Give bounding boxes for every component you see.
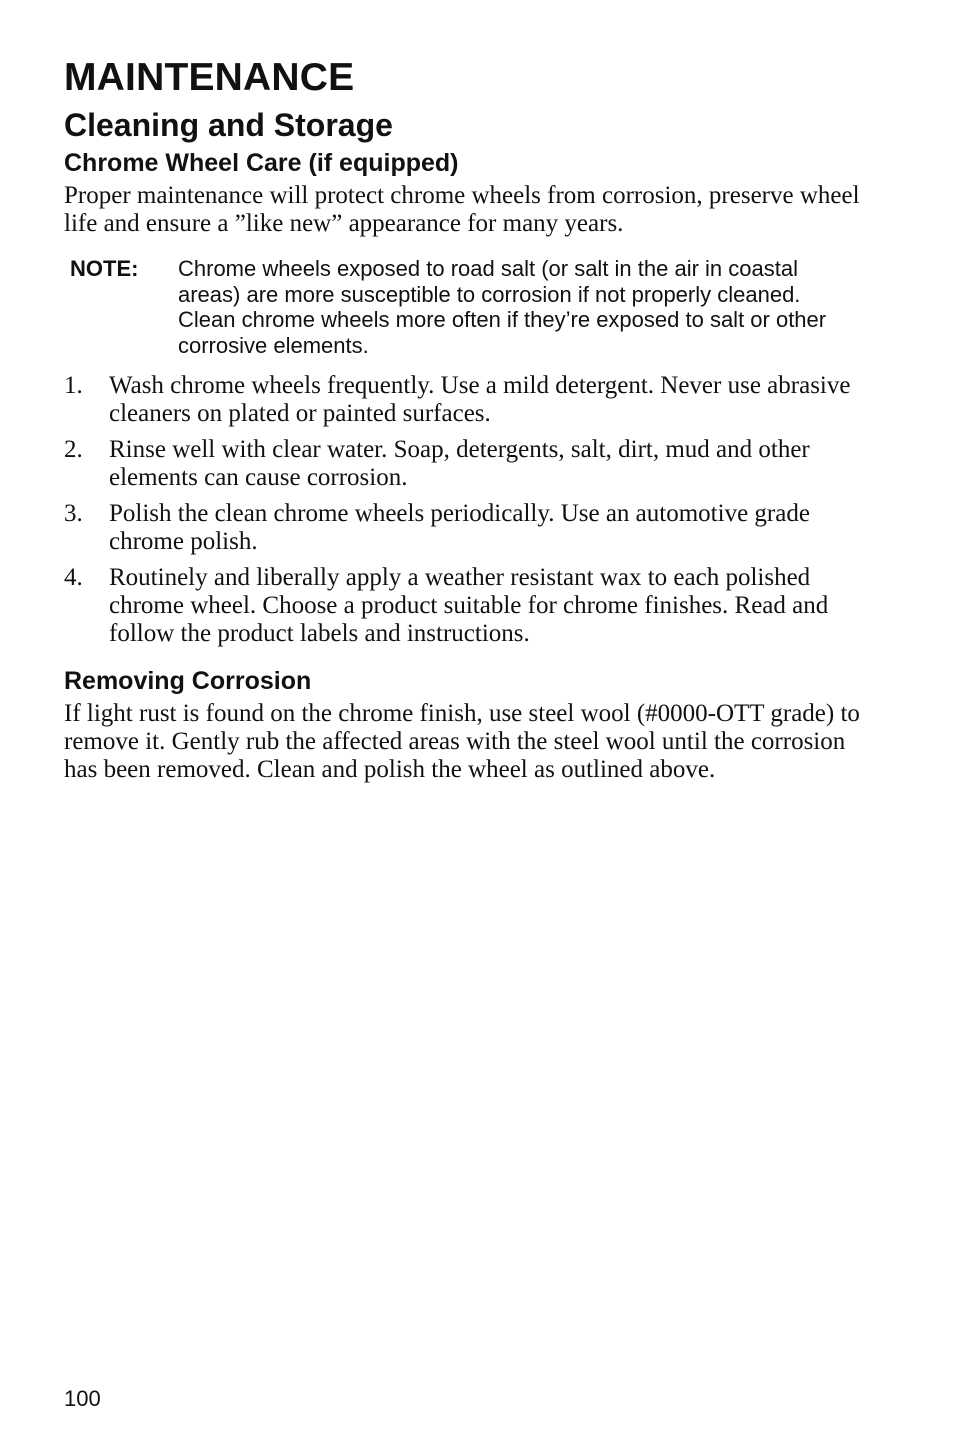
list-item (64, 436, 864, 492)
section-title: MAINTENANCE (64, 56, 355, 99)
step-number: 2. (64, 436, 83, 463)
topic-title-removing-corrosion: Removing Corrosion (64, 667, 312, 695)
cleaning-steps-list (64, 372, 864, 648)
list-item (64, 564, 864, 648)
list-item (64, 500, 864, 556)
step-number: 4. (64, 564, 83, 591)
step-number: 3. (64, 500, 83, 527)
note-label: NOTE: (70, 256, 139, 281)
step-text: Polish the clean chrome wheels periodically. Use an automotive grade chrome polish. (109, 500, 810, 555)
page-number: 100 (64, 1386, 101, 1411)
topic-title-chrome-wheel-care: Chrome Wheel Care (if equipped) (64, 149, 459, 177)
removing-corrosion-paragraph: If light rust is found on the chrome finish, use steel wool (#0000-OTT grade) to remove it. Gently rub the affected areas with the steel wool until the corrosion has been removed. Clean and polish the wheel as outlined above. (64, 700, 860, 783)
step-text: Wash chrome wheels frequently. Use a mild detergent. Never use abrasive cleaners on plated or painted surfaces. (109, 372, 851, 427)
step-text: Routinely and liberally apply a weather resistant wax to each polished chrome wheel. Choose a product suitable for chrome finishes. Read and follow the product labels and instructions. (109, 564, 829, 647)
page-content (64, 56, 864, 784)
note-text: Chrome wheels exposed to road salt (or salt in the air in coastal areas) are more susceptible to corrosion if not properly cleaned. Clean chrome wheels more often if they’re exposed to salt or other corrosive elements. (178, 256, 827, 358)
intro-paragraph: Proper maintenance will protect chrome wheels from corrosion, preserve wheel life and ensure a ”like new” appearance for many years. (64, 182, 860, 237)
subsection-title: Cleaning and Storage (64, 107, 393, 143)
step-number: 1. (64, 372, 83, 399)
note-block (70, 256, 864, 358)
step-text: Rinse well with clear water. Soap, detergents, salt, dirt, mud and other elements can cause corrosion. (109, 436, 810, 491)
list-item (64, 372, 864, 428)
